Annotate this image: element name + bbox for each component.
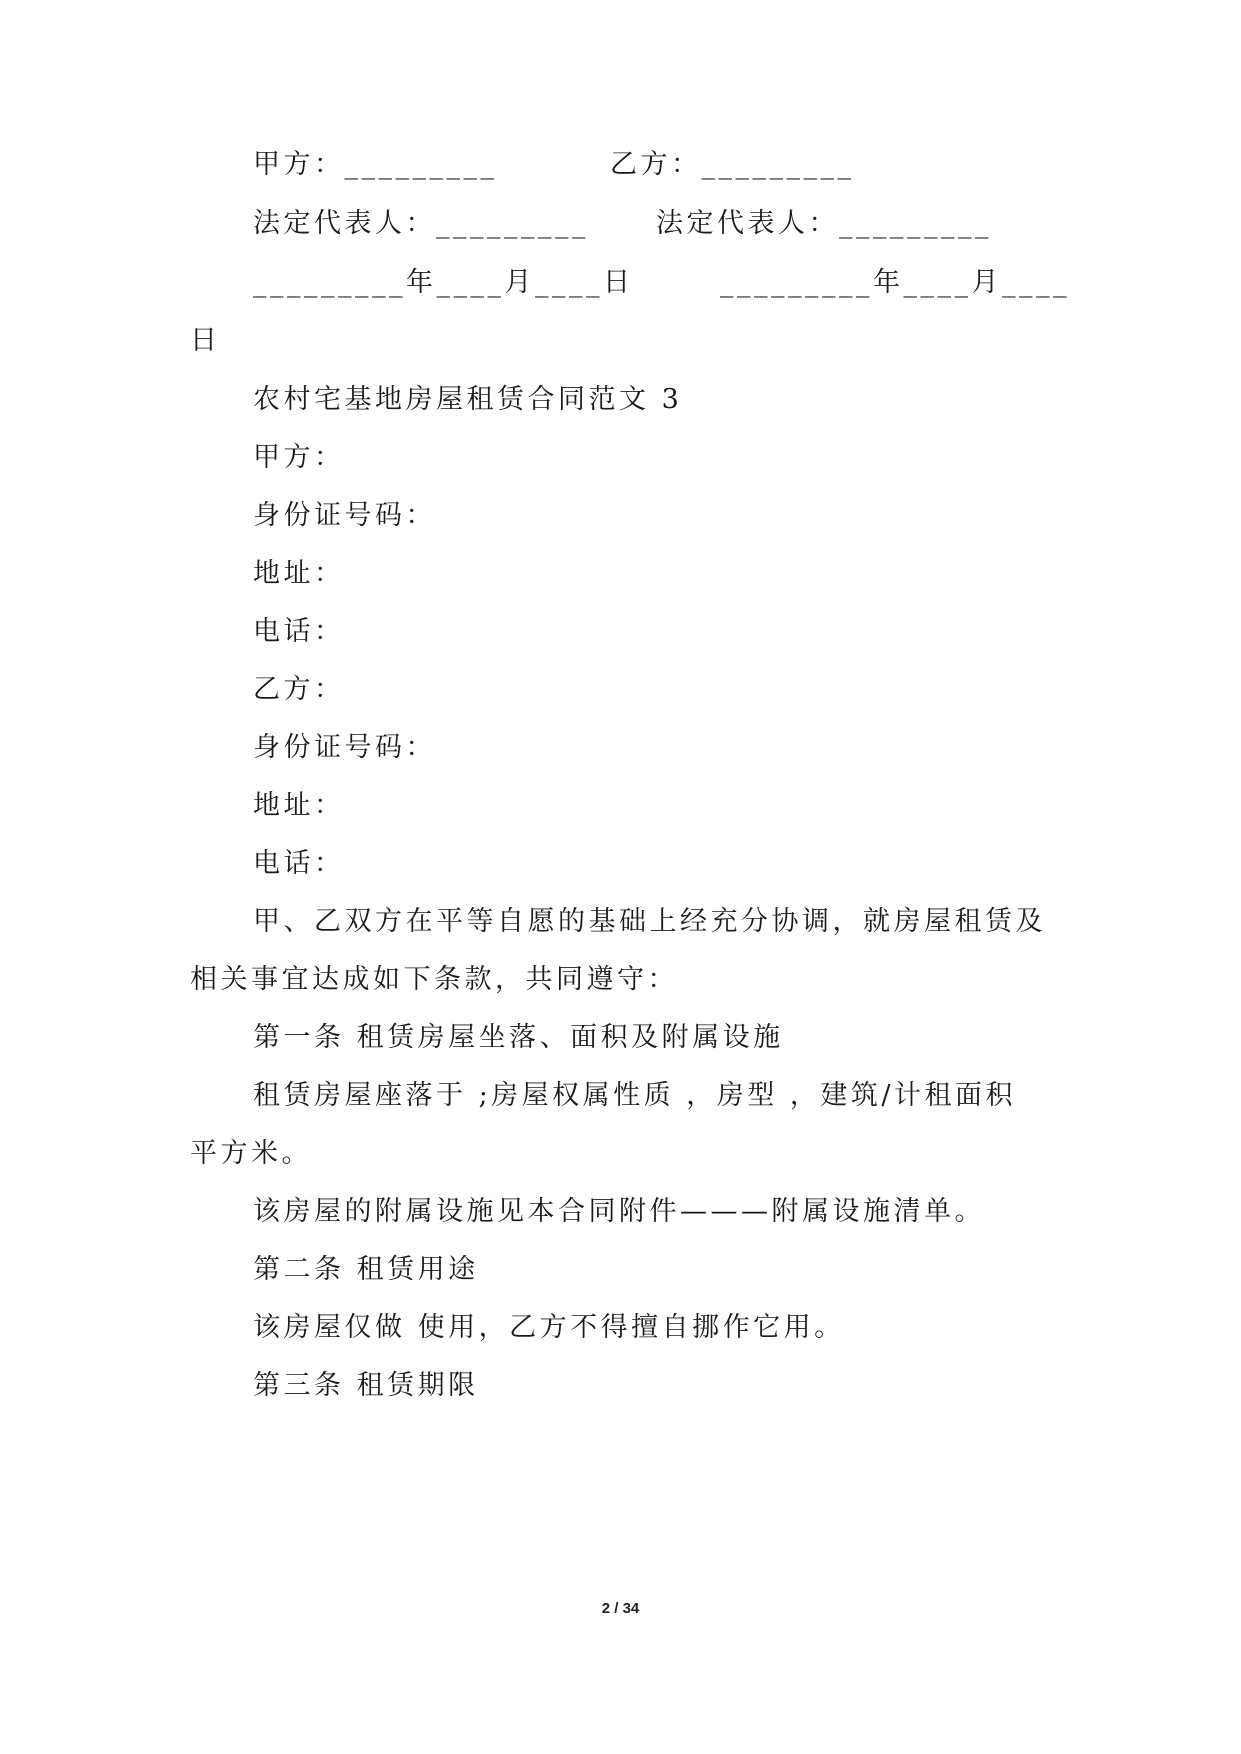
article-2-paragraph: 该房屋仅做 使用，乙方不得擅自挪作它用。 [253, 1312, 845, 1343]
article-1-heading: 第一条 租赁房屋坐落、面积及附属设施 [253, 1022, 784, 1053]
party-b-signature: 乙方：_________ [610, 149, 855, 180]
party-a-label: 甲方： [253, 442, 345, 473]
party-b-representative: 法定代表人：_________ [656, 208, 992, 239]
party-b-date: _________年____月____ [720, 267, 1070, 298]
party-b-id-number: 身份证号码： [253, 732, 436, 763]
article-1-paragraph-1-line-2: 平方米。 [190, 1138, 312, 1169]
party-b-phone: 电话： [253, 848, 345, 879]
party-b-label: 乙方： [253, 674, 345, 705]
party-b-date-tail: 日 [190, 325, 221, 356]
intro-paragraph-line-1: 甲、乙双方在平等自愿的基础上经充分协调，就房屋租赁及 [253, 906, 1046, 937]
party-b-address: 地址： [253, 790, 345, 821]
party-a-representative: 法定代表人：_________ [253, 208, 589, 239]
article-1-paragraph-1-line-1: 租赁房屋座落于 ;房屋权属性质 ，房型 ，建筑/计租面积 [253, 1080, 1016, 1111]
article-3-heading: 第三条 租赁期限 [253, 1370, 479, 1401]
party-a-address: 地址： [253, 558, 345, 589]
contract-title: 农村宅基地房屋租赁合同范文 3 [253, 384, 683, 415]
party-a-id-number: 身份证号码： [253, 500, 436, 531]
party-a-phone: 电话： [253, 616, 345, 647]
intro-paragraph-line-2: 相关事宜达成如下条款，共同遵守： [190, 964, 678, 995]
page-number: 2 / 34 [601, 1600, 640, 1617]
party-a-date: _________年____月____日 [253, 267, 634, 298]
party-a-signature: 甲方：_________ [253, 149, 498, 180]
article-2-heading: 第二条 租赁用途 [253, 1254, 479, 1285]
article-1-paragraph-2: 该房屋的附属设施见本合同附件———附属设施清单。 [253, 1196, 985, 1227]
